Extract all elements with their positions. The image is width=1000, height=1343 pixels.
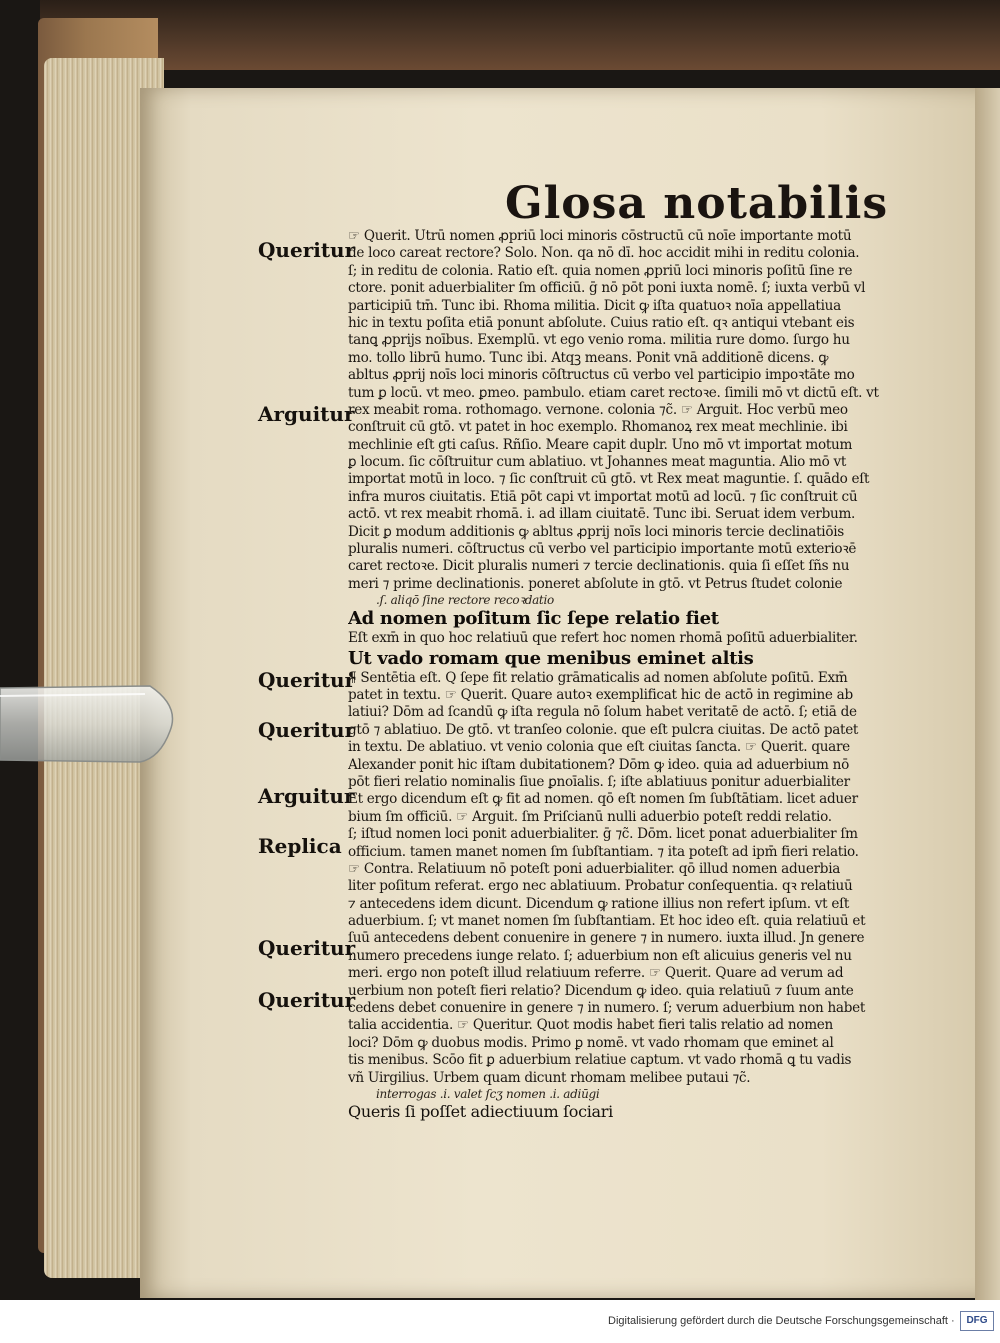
marginal-note-replica: Replica [258,834,342,858]
main-text-block [348,228,920,1122]
text-line: ſ; in reditu de colonia. Ratio eſt. quia nomen ꝓpriū loci minoris poſitū ſine re [348,262,853,279]
text-line: Dicit ꝑ modum additionis ꝙ ablt̃us ꝓprij noīs loci minoris tercie declinatiōis [348,523,844,540]
text-line: rex meabit roma. rothomago. vernone. colonia ⁊c̃. ☞ Arguit̃. Hoc verbū meo [348,401,848,418]
text-line: mo. tollo librū humo. Tunc ibi. Atqꝫ means. Ponit vnā additionē dicens. ꝙ [348,349,829,366]
verse-line: Ut vado romam que menibus eminet altis [348,647,754,669]
text-line: meri. ergo non poteſt illud relatiuum referre. ☞ Querit̃. Quare ad verum ad [348,965,844,982]
digitization-credit: Digitalisierung gefördert durch die Deutsche Forschungsgemeinschaft · [608,1315,955,1327]
text-line: aduerbium. ſ; vt manet nomen ſm ſubſtantiam. Et hoc ideo eſt. quia relatiuū et [348,913,866,930]
text-line: Alexander ponit hic iſtam dubitationem? Dōm ꝙ ideo. quia ad aduerbium nō [348,756,849,773]
text-line: loci? Dōm ꝙ duobus modis. Primo ꝑ nomē. vt vado rhomam que eminet al [348,1034,834,1051]
text-line: ſuū antecedens debent conuenire in genere ⁊ in numero. iuxta illud. Jn genere [348,930,865,947]
text-line: bium ſm officiū. ☞ Arguit̃. ſm Priſcianū nulli aduerbio poteſt reddi relatio. [348,808,832,825]
text-line: importat motū in loco. ⁊ ſic conſtruit̃ cū gtō. vt Rex meat maguntie. ſ. quādo eſt [348,471,870,488]
text-line: pōt fieri relatio nominalis ſiue ꝑnoīalis. ſ; iſte ablatiuus ponitur aduerbialiter [348,773,850,790]
commentary-section-1 [348,228,920,593]
interlinear-gloss: interrogas .i. valet ſcʒ nomen .i. adiūgi [376,1086,600,1101]
text-line: infra muros ciuitatis. Etiā pōt capi vt importat motū ad locū. ⁊ ſic conſtruit̃ cū [348,488,858,505]
prose-line: Eſt exm̄ in quo hoc relatiuū que refert hoc nomen rhomā poſitū aduerbialiter. [348,630,858,647]
text-line: tis menibus. Scōo fit ꝑ aduerbium relatiue captum. vt vado rhomā ꝗ tu vadis [348,1052,852,1069]
text-line: officium. tamen manet nomen ſm ſubſtantiam. ⁊ ita poteſt ad ipm̄ fieri relatio. [348,843,859,860]
text-line: ☞ Querit. Utrū nomen ꝓpriū loci minoris cōstructū cū noīe importante motū [348,228,852,244]
text-line: uerbium non poteſt fieri relatio? Dicendum ꝙ ideo. quia relatiuū ⁊ ſuum ante [348,982,854,999]
text-line: meri ⁊ prime declinationis. poneret̃ abſolute in gtō. vt Petrus ſtudet colonie [348,575,843,592]
verse-line: Ad nomen poſitum ſic ſepe relatio fiet [348,608,719,630]
marginal-note-queritur: Queritur [258,718,356,742]
facing-page-edge [975,88,1000,1308]
text-line: ſ; iſtud nomen loci ponit̃ aduerbialiter. ḡ ⁊c̃. Dōm. licet ponat̃ aduerbialiter ſm [348,826,858,843]
text-line: conſtruit̃ cū gtō. vt patet in hoc exemplo. Rhomanoꝝ rex meat mechlinie. ibi [348,419,848,436]
text-line: vñ Uirgilius. Urbem quam dicunt rhomam melibee putaui ⁊c̃. [348,1069,751,1086]
marginal-note-queritur: Queritur [258,238,356,262]
text-line: cedens debet conuenire in genere ⁊ in numero. ſ; verum aduerbium non habet [348,1000,866,1017]
commentary-section-2 [348,670,920,1087]
text-line: latiui? Dōm ad ſcandū ꝙ iſta regula nō ſolum habet veritatē de actō. ſ; etiā de [348,704,857,721]
marginal-note-arguitur: Arguitur [258,402,355,426]
book-cover-top [40,0,1000,70]
text-line: actō. vt rex meabit rhomā. i. ad illam ciuitatē. Tunc ibi. Seruat idem verbum. [348,506,856,523]
text-line: participiū tm̄. Tunc ibi. Rhoma militia. Dicit ꝙ iſta quatuoꝛ noīa appellatiua [348,297,841,314]
text-line: ꝑ locum. ſic cōſtruitur cum ablatiuo. vt Johannes meat maguntia. Alio mō vt [348,454,847,471]
dfg-logo: DFG [960,1311,994,1331]
transparent-bookmark-strip [0,676,180,764]
marginal-note-arguitur: Arguitur [258,784,355,808]
text-line: Et ergo dicendum eſt ꝙ fit ad nomen. qō eſt nomen ſm ſubſtātiam. licet aduer [348,791,858,808]
marginal-note-queritur: Queritur [258,668,356,692]
text-line: gtō ⁊ ablatiuo. De gtō. vt tranſeo colonie. que eſt pulcra ciuitas. De actō patet [348,721,859,738]
text-line: tum ꝑ locū. vt meo. ꝑmeo. pambulo. etiam caret rectoꝛe. ſimili mō vt dictū eſt. vt [348,384,879,401]
text-line: mechlinie eſt gt̃i caſus. Rñſio. Meare capit̃ dupl̃r. Uno mō vt importat motum [348,436,853,453]
text-line: ctore. ponit̃ aduerbialiter ſm officiū. ḡ nō pōt poni iuxta nomē. ſ; iuxta verbū vl [348,280,866,297]
text-line: pluralis numeri. cōſtructus cū verbo vel participio importante motū exterioꝛē [348,541,857,558]
text-line: caret rectoꝛe. Dicit̃ pluralis numeri ⁊ tercie declinationis. quia ſi eſſet ſñs nu [348,558,850,575]
interlinear-gloss: .ſ. aliqō ſine rectore recoꝛdatio [376,593,554,608]
text-line: ☞ Contra. Relatiuum nō poteſt poni aduerbialiter. qō illud nomen aduerbia [348,860,841,877]
text-line: ablt̃us ꝓprij noīs loci minoris cōſtructus cū verbo vel participio impoꝛtāte mo [348,367,855,384]
text-line: hic in textu poſita etiā ponunt̃ abſolute. Cuius ratio eſt. qꝛ antiqui vtebant̃ eis [348,314,855,331]
verse-line: Queris ſi poſſet adiectiuum ſociari [348,1101,613,1121]
text-line: talia accidentia. ☞ Queritur. Quot modis habet fieri talis relatio ad nomen [348,1017,833,1034]
text-line: de loco careat rectore? Solo. Non. qa nō dī. hoc accidit mihi in reditu colonia. [348,245,860,262]
running-head: Glosa notabilis [505,178,889,229]
text-line: patet in textu. ☞ Querit̃. Quare autoꝛ exemplificat hic de actō in regimine ab [348,686,853,703]
marginal-note-queritur: Queritur [258,936,356,960]
text-line: ⁊ antecedens idem dicunt. Dicendum ꝙ ratione illius non refert ipſum. vt eſt [348,895,850,912]
text-line: numero precedens iunge relato. ſ; aduerbium non eſt alicuius generis vel nu [348,947,852,964]
text-line: liter poſitum referat. ergo nec ablatiuum. Probatur conſequentia. qꝛ relatiuū [348,878,853,895]
text-line: in textu. De ablatiuo. vt venio colonia que eſt ciuitas ſancta. ☞ Querit̃. quare [348,739,850,756]
marginal-note-queritur: Queritur [258,988,356,1012]
text-line: ¶ Sentētia eſt. Q ſepe fit relatio grāmaticalis ad nomen abſolute poſitū. Exm̄ [348,669,848,686]
text-line: tanꝗ ꝓprijs noībus. Exemplū. vt ego venio roma. militia rure domo. ſurgo hu [348,332,850,349]
